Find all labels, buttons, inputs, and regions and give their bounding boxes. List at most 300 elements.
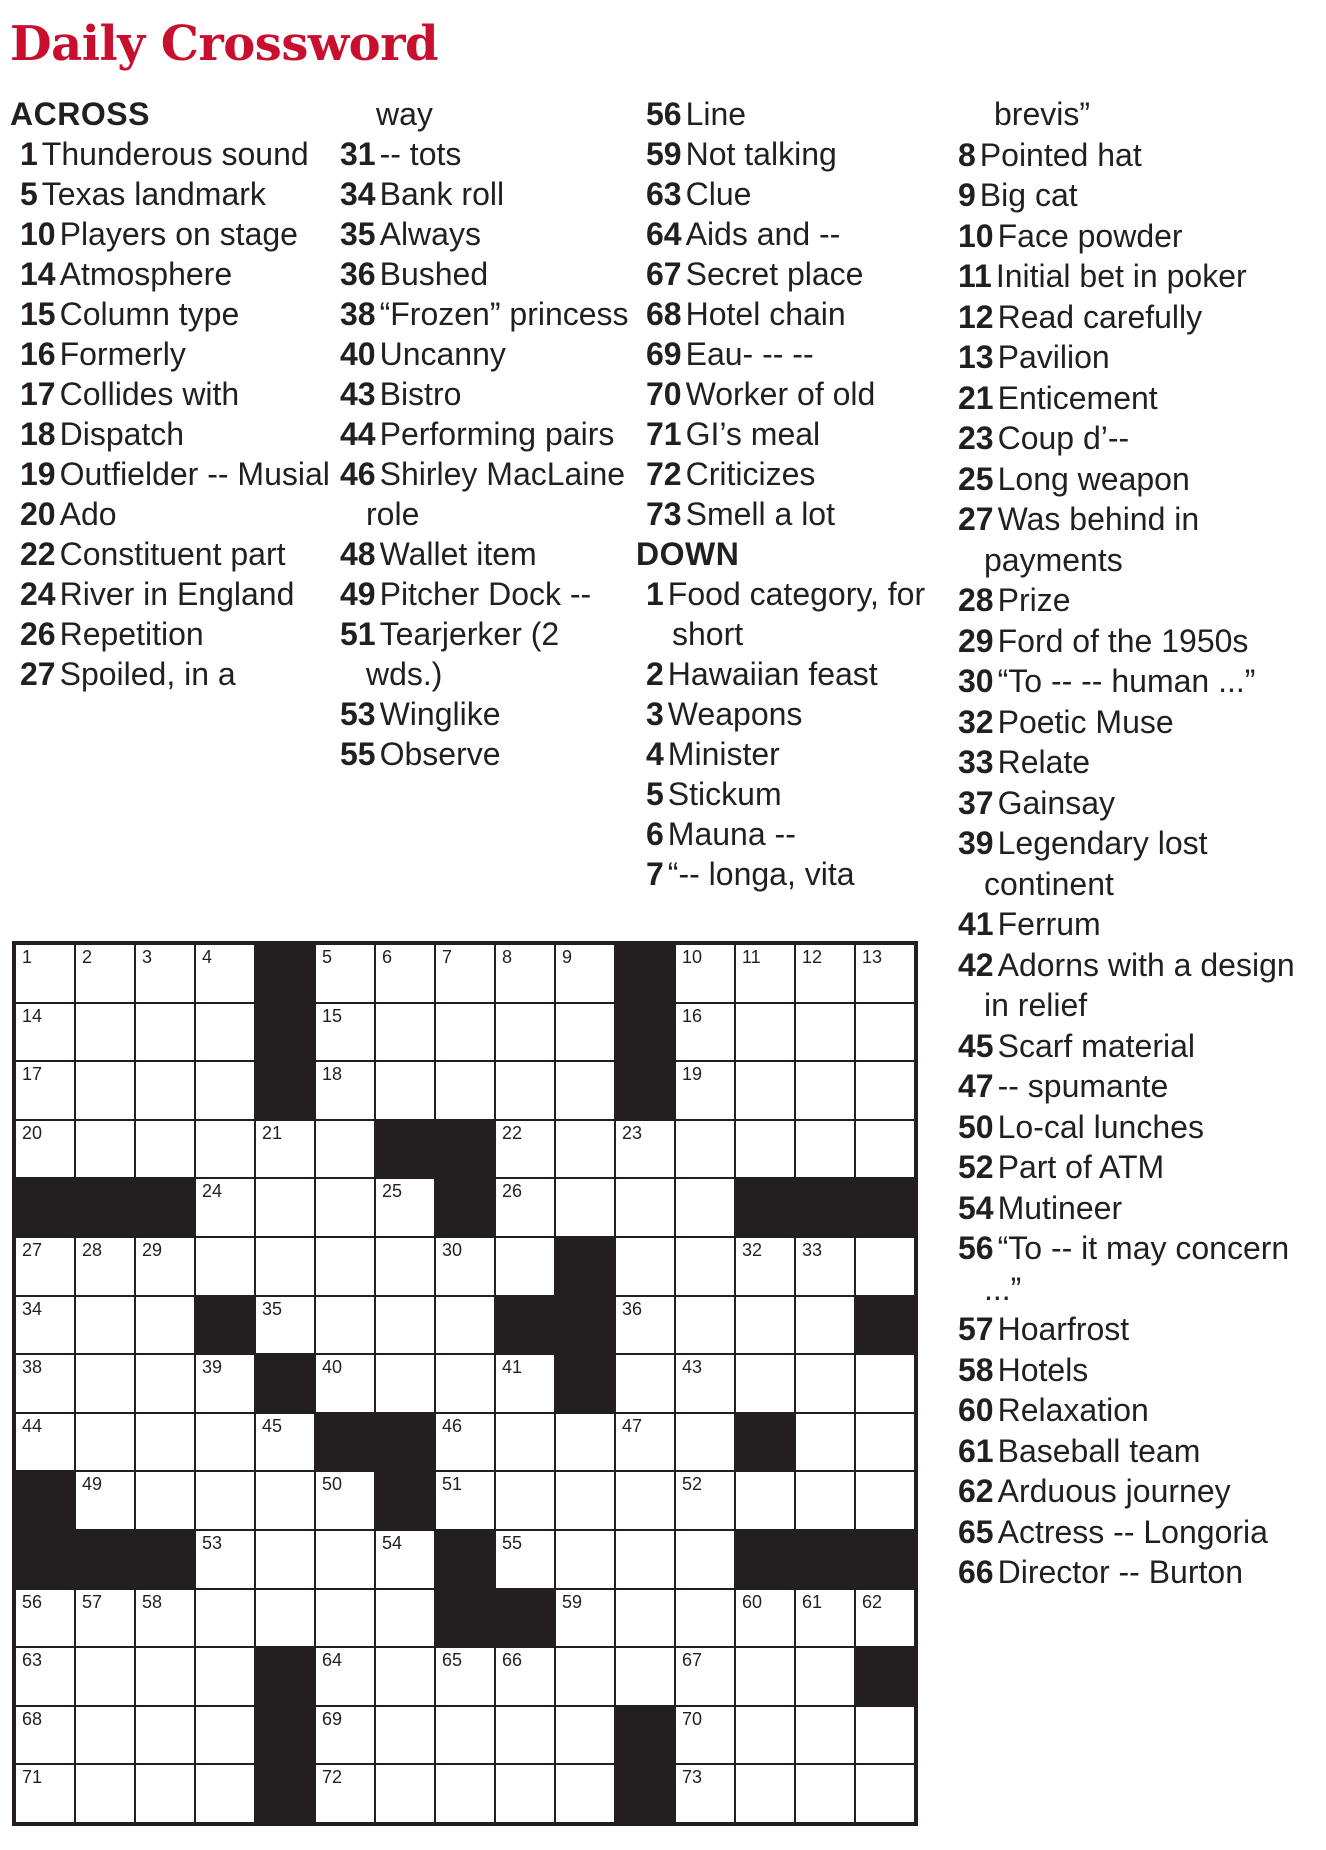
grid-cell[interactable] [75,1120,135,1179]
grid-cell[interactable] [855,1003,915,1062]
grid-cell[interactable] [375,1354,435,1413]
grid-cell[interactable] [555,1647,615,1706]
clue-item [636,174,936,214]
grid-cell[interactable] [675,1706,735,1765]
grid-cell[interactable] [555,1003,615,1062]
clue-text: Secret place [685,256,864,292]
grid-cell[interactable] [195,1530,255,1589]
grid-cell[interactable] [315,1706,375,1765]
grid-cell[interactable] [795,1413,855,1472]
grid-cell[interactable] [495,1178,555,1237]
grid-cell[interactable] [135,1413,195,1472]
grid-cell[interactable] [315,1530,375,1589]
grid-cell[interactable] [135,1764,195,1823]
black-square [855,1296,915,1355]
clue-text: River in England [59,576,295,612]
grid-cell[interactable] [375,1706,435,1765]
grid-cell[interactable] [855,1413,915,1472]
grid-cell[interactable] [195,1589,255,1648]
clue-item [948,297,1318,338]
grid-cell[interactable] [555,1413,615,1472]
grid-cell[interactable] [615,1530,675,1589]
clue-number: 68 [646,296,682,332]
grid-cell[interactable] [615,1354,675,1413]
grid-cell[interactable] [795,1764,855,1823]
clue-item [948,702,1318,743]
clue-item [636,94,936,134]
grid-cell[interactable] [135,1647,195,1706]
grid-cell[interactable] [735,1061,795,1120]
cell-number: 49 [82,1474,103,1495]
black-square [555,1354,615,1413]
grid-cell[interactable] [735,1003,795,1062]
grid-cell[interactable] [375,944,435,1003]
grid-cell[interactable] [75,1413,135,1472]
grid-cell[interactable] [675,1764,735,1823]
grid-cell[interactable] [135,1296,195,1355]
grid-cell[interactable] [255,1471,315,1530]
clue-item [636,774,936,814]
grid-cell[interactable] [495,1354,555,1413]
clue-item [948,580,1318,621]
grid-cell[interactable] [555,1764,615,1823]
cell-number: 68 [22,1708,43,1729]
cell-number: 18 [322,1064,343,1085]
grid-cell[interactable] [135,1354,195,1413]
grid-cell[interactable] [795,1120,855,1179]
grid-cell[interactable] [615,1120,675,1179]
clue-number: 8 [958,136,976,173]
clue-text: Legendary lost continent [984,825,1208,902]
grid-cell[interactable] [435,944,495,1003]
cell-number: 26 [502,1181,523,1202]
grid-cell[interactable] [375,1589,435,1648]
clue-text: Part of ATM [997,1149,1165,1185]
clue-text: Texas landmark [41,176,266,212]
cell-number: 35 [262,1298,283,1319]
clue-column-2 [330,94,630,774]
clue-item [10,174,330,214]
grid-cell[interactable] [75,1296,135,1355]
grid-cell[interactable] [735,1471,795,1530]
clue-number: 41 [958,906,994,942]
grid-cell[interactable] [75,1237,135,1296]
grid-cell[interactable] [855,1471,915,1530]
clue-number: 56 [958,1230,994,1266]
grid-cell[interactable] [435,1471,495,1530]
black-square [495,1296,555,1355]
clue-number: 34 [340,176,376,212]
cell-number: 12 [802,947,823,967]
clue-number: 1 [20,136,38,172]
clue-text: Pavilion [997,339,1110,375]
clue-item [948,1228,1318,1309]
black-square [255,1003,315,1062]
grid-cell[interactable] [615,1647,675,1706]
grid-cell[interactable] [315,1354,375,1413]
clue-number: 27 [20,656,56,692]
grid-cell[interactable] [315,1003,375,1062]
cell-number: 61 [802,1591,823,1612]
grid-cell[interactable] [195,1178,255,1237]
grid-cell[interactable] [375,1178,435,1237]
grid-cell[interactable] [15,1237,75,1296]
grid-cell[interactable] [795,1003,855,1062]
grid-cell[interactable] [135,1120,195,1179]
clue-number: 6 [646,816,664,852]
clue-item [10,294,330,334]
clue-text: Pitcher Dock -- [379,576,592,612]
grid-cell[interactable] [855,1706,915,1765]
grid-cell[interactable] [735,1647,795,1706]
grid-cell[interactable] [195,1764,255,1823]
clue-number: 52 [958,1149,994,1185]
grid-cell[interactable] [555,1706,615,1765]
grid-cell[interactable] [435,1706,495,1765]
cell-number: 47 [622,1415,643,1436]
clue-number: 33 [958,744,994,780]
grid-cell[interactable] [195,1706,255,1765]
grid-cell[interactable] [75,1003,135,1062]
grid-cell[interactable] [75,1354,135,1413]
grid-cell[interactable] [135,1061,195,1120]
clue-text: Initial bet in poker [995,258,1247,294]
grid-cell[interactable] [675,944,735,1003]
clue-item [330,334,630,374]
grid-cell[interactable] [135,1471,195,1530]
clue-text: Repetition [59,616,204,652]
clue-item [330,254,630,294]
grid-cell[interactable] [615,1296,675,1355]
grid-cell[interactable] [675,1354,735,1413]
grid-cell[interactable] [495,1706,555,1765]
grid-cell[interactable] [735,1589,795,1648]
grid-cell[interactable] [75,1764,135,1823]
clue-item [330,734,630,774]
grid-cell[interactable] [375,1764,435,1823]
clue-text: Tearjerker (2 wds.) [366,616,560,692]
clue-item [948,216,1318,257]
grid-cell[interactable] [375,1647,435,1706]
grid-cell[interactable] [555,1471,615,1530]
grid-cell[interactable] [375,1530,435,1589]
grid-cell[interactable] [315,1178,375,1237]
grid-cell[interactable] [135,944,195,1003]
cell-number: 23 [622,1122,643,1143]
clue-text: Coup d’-- [997,420,1130,456]
grid-cell[interactable] [195,1120,255,1179]
black-square [255,1647,315,1706]
clue-item [948,1390,1318,1431]
grid-cell[interactable] [795,1296,855,1355]
grid-cell[interactable] [675,1647,735,1706]
grid-cell[interactable] [795,1061,855,1120]
clue-item [636,454,936,494]
cell-number: 36 [622,1298,643,1319]
grid-cell[interactable] [495,1061,555,1120]
grid-cell[interactable] [675,1530,735,1589]
grid-cell[interactable] [435,1354,495,1413]
grid-cell[interactable] [315,944,375,1003]
clue-text: GI’s meal [685,416,821,452]
grid-cell[interactable] [735,1706,795,1765]
grid-cell[interactable] [255,1296,315,1355]
grid-cell[interactable] [495,1120,555,1179]
black-square [255,1764,315,1823]
clue-text: Outfielder -- Musial [59,456,330,492]
grid-cell[interactable] [75,1589,135,1648]
grid-cell[interactable] [255,1413,315,1472]
grid-cell[interactable] [615,1413,675,1472]
grid-cell[interactable] [15,1413,75,1472]
clue-item [948,1552,1318,1593]
grid-cell[interactable] [855,1061,915,1120]
grid-cell[interactable] [435,1413,495,1472]
grid-cell[interactable] [75,944,135,1003]
grid-cell[interactable] [615,1589,675,1648]
cell-number: 33 [802,1239,823,1260]
clue-text: Read carefully [997,298,1203,335]
cell-number: 52 [682,1474,703,1495]
grid-cell[interactable] [495,1003,555,1062]
clue-item [636,694,936,734]
grid-cell[interactable] [615,1471,675,1530]
clue-number: 61 [958,1432,994,1469]
grid-cell[interactable] [315,1589,375,1648]
black-square [855,1178,915,1237]
grid-cell[interactable] [795,1589,855,1648]
grid-cell[interactable] [195,1413,255,1472]
grid-cell[interactable] [255,1237,315,1296]
clue-item [10,454,330,494]
grid-cell[interactable] [495,1647,555,1706]
grid-cell[interactable] [255,1178,315,1237]
grid-cell[interactable] [795,1706,855,1765]
grid-cell[interactable] [15,1706,75,1765]
grid-cell[interactable] [675,1471,735,1530]
grid-cell[interactable] [735,1296,795,1355]
clue-item [330,454,630,534]
grid-cell[interactable] [75,1471,135,1530]
grid-cell[interactable] [735,1764,795,1823]
grid-cell[interactable] [555,1530,615,1589]
black-square [795,1530,855,1589]
grid-cell[interactable] [855,1237,915,1296]
clue-item [948,1431,1318,1472]
grid-cell[interactable] [435,1237,495,1296]
grid-cell[interactable] [315,1471,375,1530]
grid-cell[interactable] [795,944,855,1003]
grid-cell[interactable] [195,1003,255,1062]
grid-cell[interactable] [255,1120,315,1179]
grid-cell[interactable] [675,1120,735,1179]
grid-cell[interactable] [795,1237,855,1296]
grid-cell[interactable] [315,1237,375,1296]
grid-cell[interactable] [675,1178,735,1237]
grid-cell[interactable] [15,1764,75,1823]
clue-number: 71 [646,416,682,452]
grid-cell[interactable] [795,1354,855,1413]
clue-text: Collides with [59,376,240,412]
grid-cell[interactable] [255,1530,315,1589]
grid-cell[interactable] [675,1061,735,1120]
clue-text: Dispatch [59,416,185,452]
grid-cell[interactable] [195,1061,255,1120]
cell-number: 64 [322,1650,343,1671]
grid-cell[interactable] [15,1296,75,1355]
cell-number: 45 [262,1415,283,1436]
clue-item [636,574,936,654]
clue-number: 12 [958,298,994,335]
grid-cell[interactable] [15,1589,75,1648]
clue-item [948,1147,1318,1188]
grid-cell[interactable] [315,1764,375,1823]
clue-text: Constituent part [59,536,286,572]
grid-cell[interactable] [735,1354,795,1413]
clue-text: Bistro [379,376,462,412]
grid-cell[interactable] [135,1589,195,1648]
grid-cell[interactable] [495,1413,555,1472]
clue-text: -- tots [379,136,462,172]
grid-cell[interactable] [75,1061,135,1120]
grid-cell[interactable] [675,1237,735,1296]
grid-cell[interactable] [195,1354,255,1413]
grid-cell[interactable] [675,1589,735,1648]
grid-cell[interactable] [435,1296,495,1355]
clue-text: Mutineer [997,1189,1123,1226]
grid-cell[interactable] [615,1178,675,1237]
black-square [135,1178,195,1237]
cell-number: 39 [202,1357,223,1378]
grid-cell[interactable] [555,1178,615,1237]
clue-number: 1 [646,576,664,612]
grid-cell[interactable] [555,1061,615,1120]
clue-number: 28 [958,582,994,618]
clue-item [948,823,1318,904]
grid-cell[interactable] [135,1003,195,1062]
clue-number: 38 [340,296,376,332]
grid-cell[interactable] [195,1237,255,1296]
grid-cell[interactable] [375,1237,435,1296]
grid-cell[interactable] [795,1647,855,1706]
grid-cell[interactable] [15,1061,75,1120]
grid-cell[interactable] [675,1296,735,1355]
grid-cell[interactable] [435,1764,495,1823]
grid-cell[interactable] [75,1647,135,1706]
grid-cell[interactable] [555,1120,615,1179]
grid-cell[interactable] [195,1647,255,1706]
clue-text: Lo-cal lunches [997,1108,1204,1145]
clue-item [10,614,330,654]
grid-cell[interactable] [555,944,615,1003]
grid-cell[interactable] [855,1764,915,1823]
clue-text: Always [379,216,481,252]
grid-cell[interactable] [615,1237,675,1296]
grid-cell[interactable] [495,944,555,1003]
grid-cell[interactable] [195,1471,255,1530]
grid-cell[interactable] [435,1003,495,1062]
grid-cell[interactable] [675,1003,735,1062]
clue-item [948,378,1318,419]
clue-item [10,534,330,574]
grid-cell[interactable] [435,1061,495,1120]
grid-cell[interactable] [135,1706,195,1765]
clue-item [636,494,936,534]
grid-cell[interactable] [435,1647,495,1706]
black-square [615,1706,675,1765]
cell-number: 24 [202,1181,223,1202]
clue-number: 53 [340,696,376,732]
clue-text: “To -- -- human ...” [997,663,1256,699]
grid-cell[interactable] [375,1061,435,1120]
clue-number: 60 [958,1392,994,1428]
grid-cell[interactable] [855,1120,915,1179]
clue-number: 21 [958,379,994,416]
clue-item [948,904,1318,945]
grid-cell[interactable] [735,944,795,1003]
grid-cell[interactable] [735,1120,795,1179]
grid-cell[interactable] [375,1296,435,1355]
clue-text: Baseball team [997,1432,1201,1469]
grid-cell[interactable] [15,1647,75,1706]
grid-cell[interactable] [495,1764,555,1823]
grid-cell[interactable] [15,1003,75,1062]
clue-number: 43 [340,376,376,412]
black-square [435,1120,495,1179]
clue-text: Gainsay [997,784,1115,821]
grid-cell[interactable] [135,1237,195,1296]
grid-cell[interactable] [375,1003,435,1062]
grid-cell[interactable] [735,1237,795,1296]
grid-cell[interactable] [315,1647,375,1706]
grid-cell[interactable] [75,1706,135,1765]
grid-cell[interactable] [855,1589,915,1648]
clue-text: Long weapon [997,460,1190,497]
black-square [615,1764,675,1823]
grid-cell[interactable] [255,1589,315,1648]
grid-cell[interactable] [675,1413,735,1472]
grid-cell[interactable] [495,1237,555,1296]
grid-cell[interactable] [15,1120,75,1179]
grid-cell[interactable] [315,1296,375,1355]
cell-number: 5 [322,947,333,967]
grid-cell[interactable] [315,1120,375,1179]
grid-cell[interactable] [795,1471,855,1530]
cell-number: 69 [322,1708,343,1729]
grid-cell[interactable] [15,1354,75,1413]
clue-item [948,499,1318,580]
clue-text: Face powder [997,217,1183,254]
grid-cell[interactable] [15,944,75,1003]
grid-cell[interactable] [495,1471,555,1530]
clue-number: 26 [20,616,56,652]
clue-number: 9 [958,177,976,213]
grid-cell[interactable] [855,944,915,1003]
black-square [255,944,315,1003]
clue-text: Bank roll [379,176,505,212]
black-square [15,1178,75,1237]
clue-number: 30 [958,663,994,699]
cell-number: 53 [202,1532,223,1553]
clue-number: 63 [646,176,682,212]
cell-number: 38 [22,1357,43,1378]
grid-cell[interactable] [195,944,255,1003]
clue-text: Shirley MacLaine role [366,456,626,532]
grid-cell[interactable] [315,1061,375,1120]
grid-cell[interactable] [855,1354,915,1413]
grid-cell[interactable] [555,1589,615,1648]
grid-cell[interactable] [495,1530,555,1589]
